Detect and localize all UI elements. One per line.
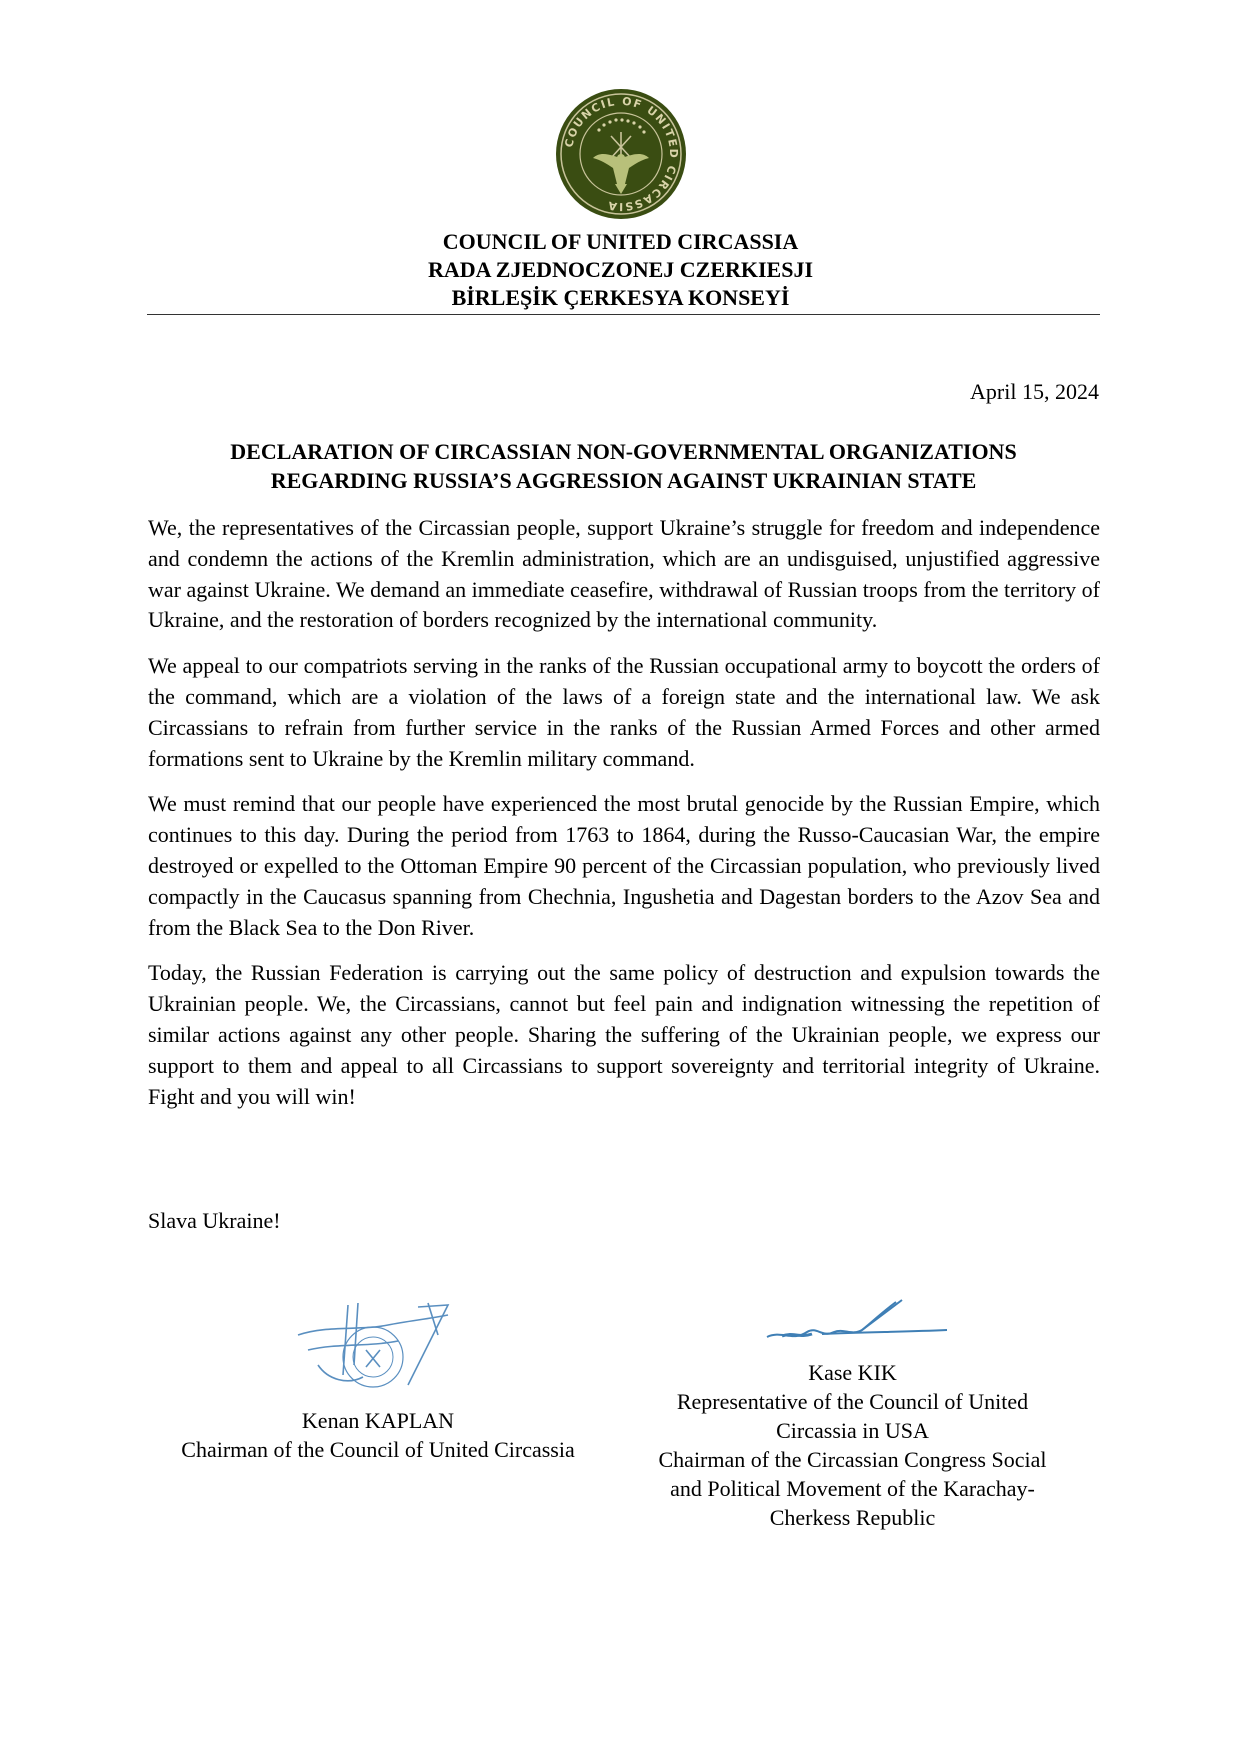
org-name-english: COUNCIL OF UNITED CIRCASSIA xyxy=(442,229,799,254)
council-emblem-logo xyxy=(555,88,687,220)
signatory-right-title-4: and Political Movement of the Karachay- xyxy=(670,1476,1035,1501)
document-date: April 15, 2024 xyxy=(970,379,1099,404)
signatory-right-title-5: Cherkess Republic xyxy=(769,1505,936,1530)
kik-signature xyxy=(762,1292,952,1352)
body-paragraph-2: We appeal to our compatriots serving in the ranks of the Russian occupational army to boycott the orders of the command, which are a violation of the laws of a foreign state and the international law. We ask Circassians to refrain from further service in the ranks of the Russian Armed Forces and other armed formations sent to Ukraine by the Kremlin military command. xyxy=(148,653,1100,771)
signatory-right-title-3: Chairman of the Circassian Congress Social xyxy=(658,1447,1047,1472)
title-line-2: REGARDING RUSSIA’S AGGRESSION AGAINST UKRAINIAN STATE xyxy=(270,468,977,493)
signatory-left-title: Chairman of the Council of United Circassia xyxy=(181,1437,575,1462)
signatory-right-title-2: Circassia in USA xyxy=(776,1418,929,1443)
signatory-right xyxy=(620,1358,1085,1532)
body-paragraph-4: Today, the Russian Federation is carrying out the same policy of destruction and expulsion towards the Ukrainian people. We, the Circassians, cannot but feel pain and indignation witnessing the repetition of similar actions against any other people. Sharing the suffering of the Ukrainian people, we express our support to them and appeal to all Circassians to support sovereignty and territorial integrity of Ukraine. Fight and you will win! xyxy=(148,960,1100,1109)
body-paragraph-3: We must remind that our people have experienced the most brutal genocide by the Russian Empire, which continues to this day. During the period from 1763 to 1864, during the Russo-Caucasian War, the empire destroyed or expelled to the Ottoman Empire 90 percent of the Circassian population, who previously lived compactly in the Caucasus spanning from Chechnia, Ingushetia and Dagestan borders to the Azov Sea and from the Black Sea to the Don River. xyxy=(148,791,1100,940)
signatory-left-name: Kenan KAPLAN xyxy=(301,1408,455,1433)
emblem-ring-text: COUNCIL OF UNITED CIRCASSIA xyxy=(562,94,681,214)
body-paragraph-1: We, the representatives of the Circassian people, support Ukraine’s struggle for freedom and independence and condemn the actions of the Kremlin administration, which are an undisguised, unjustified aggressive war against Ukraine. We demand an immediate ceasefire, withdrawal of Russian troops from the territory of Ukraine, and the restoration of borders recognized by the international community. xyxy=(148,515,1100,633)
declaration-body xyxy=(148,513,1100,1127)
org-name-polish: RADA ZJEDNOCZONEJ CZERKIESJI xyxy=(427,257,814,282)
kaplan-signature-stamp xyxy=(288,1295,458,1395)
header-divider xyxy=(147,314,1100,315)
title-line-1: DECLARATION OF CIRCASSIAN NON-GOVERNMENTAL ORGANIZATIONS xyxy=(230,439,1017,464)
closing-line: Slava Ukraine! xyxy=(148,1208,281,1233)
signatory-right-name: Kase KIK xyxy=(808,1360,897,1385)
organization-header xyxy=(0,228,1241,312)
org-name-turkish: BİRLEŞİK ÇERKESYA KONSEYİ xyxy=(451,285,790,310)
document-title xyxy=(147,437,1100,495)
signatory-right-title-1: Representative of the Council of United xyxy=(676,1389,1029,1414)
signatory-left xyxy=(148,1406,608,1464)
